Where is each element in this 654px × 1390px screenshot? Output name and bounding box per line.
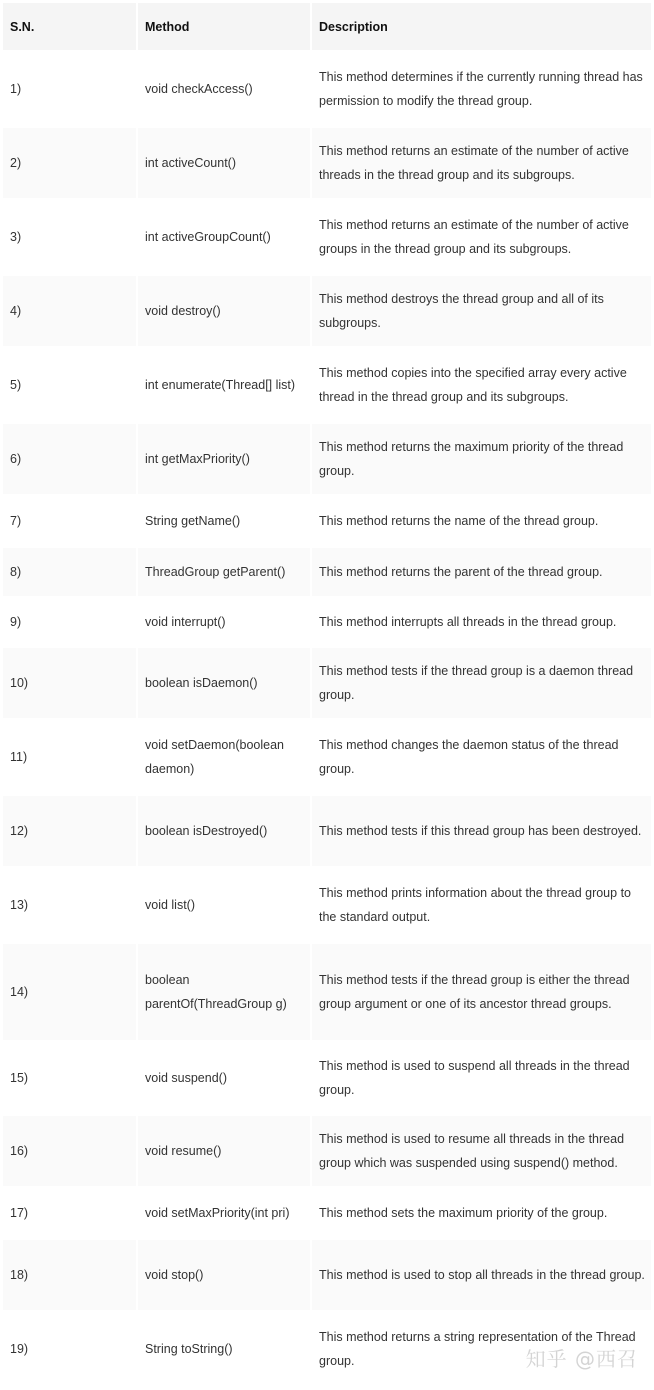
row-description: This method returns the parent of the thread group. [312, 548, 651, 596]
table-row [3, 52, 651, 126]
row-description: This method destroys the thread group and all of its subgroups. [312, 276, 651, 346]
table-row [3, 496, 651, 546]
row-description: This method copies into the specified array every active thread in the thread group and its subgroups. [312, 348, 651, 422]
row-method: void setMaxPriority(int pri) [138, 1188, 310, 1238]
row-method: boolean isDaemon() [138, 648, 310, 718]
thread-group-methods-table [3, 3, 651, 1388]
row-sn: 10) [3, 648, 136, 718]
row-description: This method returns an estimate of the number of active threads in the thread group and its subgroups. [312, 128, 651, 198]
row-description: This method returns the name of the thread group. [312, 496, 651, 546]
row-method: void destroy() [138, 276, 310, 346]
row-description: This method tests if this thread group has been destroyed. [312, 796, 651, 866]
row-description: This method tests if the thread group is either the thread group argument or one of its ancestor thread groups. [312, 944, 651, 1040]
row-method: void checkAccess() [138, 52, 310, 126]
row-description: This method is used to resume all threads in the thread group which was suspended using suspend() method. [312, 1116, 651, 1186]
row-description: This method changes the daemon status of the thread group. [312, 720, 651, 794]
row-sn: 16) [3, 1116, 136, 1186]
table-row [3, 1042, 651, 1114]
row-description: This method prints information about the thread group to the standard output. [312, 868, 651, 942]
row-sn: 19) [3, 1312, 136, 1386]
table-row [3, 128, 651, 198]
row-method: int activeGroupCount() [138, 200, 310, 274]
table-row [3, 868, 651, 942]
header-description: Description [312, 3, 651, 50]
table-row [3, 424, 651, 494]
header-sn: S.N. [3, 3, 136, 50]
row-sn: 7) [3, 496, 136, 546]
row-method: void setDaemon(boolean daemon) [138, 720, 310, 794]
table-row [3, 276, 651, 346]
row-method: int getMaxPriority() [138, 424, 310, 494]
row-sn: 9) [3, 598, 136, 646]
row-description: This method is used to suspend all threads in the thread group. [312, 1042, 651, 1114]
table-body [3, 52, 651, 1386]
row-method: int activeCount() [138, 128, 310, 198]
table-row [3, 648, 651, 718]
row-sn: 2) [3, 128, 136, 198]
row-description: This method determines if the currently running thread has permission to modify the thread group. [312, 52, 651, 126]
table-row [3, 200, 651, 274]
row-method: boolean isDestroyed() [138, 796, 310, 866]
table-row [3, 1116, 651, 1186]
row-sn: 6) [3, 424, 136, 494]
row-sn: 4) [3, 276, 136, 346]
row-method: ThreadGroup getParent() [138, 548, 310, 596]
row-method: int enumerate(Thread[] list) [138, 348, 310, 422]
table-row [3, 944, 651, 1040]
row-description: This method tests if the thread group is a daemon thread group. [312, 648, 651, 718]
row-sn: 11) [3, 720, 136, 794]
row-description: This method is used to stop all threads in the thread group. [312, 1240, 651, 1310]
row-method: void list() [138, 868, 310, 942]
row-sn: 3) [3, 200, 136, 274]
table-row [3, 348, 651, 422]
row-description: This method returns the maximum priority of the thread group. [312, 424, 651, 494]
row-description: This method returns an estimate of the number of active groups in the thread group and its subgroups. [312, 200, 651, 274]
row-description: This method sets the maximum priority of the group. [312, 1188, 651, 1238]
row-sn: 13) [3, 868, 136, 942]
row-sn: 5) [3, 348, 136, 422]
row-method: boolean parentOf(ThreadGroup g) [138, 944, 310, 1040]
table-row [3, 720, 651, 794]
table-row [3, 548, 651, 596]
row-method: void stop() [138, 1240, 310, 1310]
row-sn: 8) [3, 548, 136, 596]
row-method: void resume() [138, 1116, 310, 1186]
row-method: String toString() [138, 1312, 310, 1386]
row-sn: 15) [3, 1042, 136, 1114]
table-row [3, 1188, 651, 1238]
header-method: Method [138, 3, 310, 50]
zhihu-watermark: 知乎 @西召 [525, 1347, 638, 1371]
row-description: This method interrupts all threads in the thread group. [312, 598, 651, 646]
row-method: String getName() [138, 496, 310, 546]
row-description: This method returns a string representation of the Thread group. [312, 1312, 651, 1386]
row-sn: 17) [3, 1188, 136, 1238]
row-sn: 1) [3, 52, 136, 126]
row-method: void interrupt() [138, 598, 310, 646]
row-sn: 14) [3, 944, 136, 1040]
row-sn: 12) [3, 796, 136, 866]
table-row [3, 796, 651, 866]
row-method: void suspend() [138, 1042, 310, 1114]
row-sn: 18) [3, 1240, 136, 1310]
table-header-row [3, 3, 651, 50]
table-row [3, 598, 651, 646]
table-row [3, 1240, 651, 1310]
